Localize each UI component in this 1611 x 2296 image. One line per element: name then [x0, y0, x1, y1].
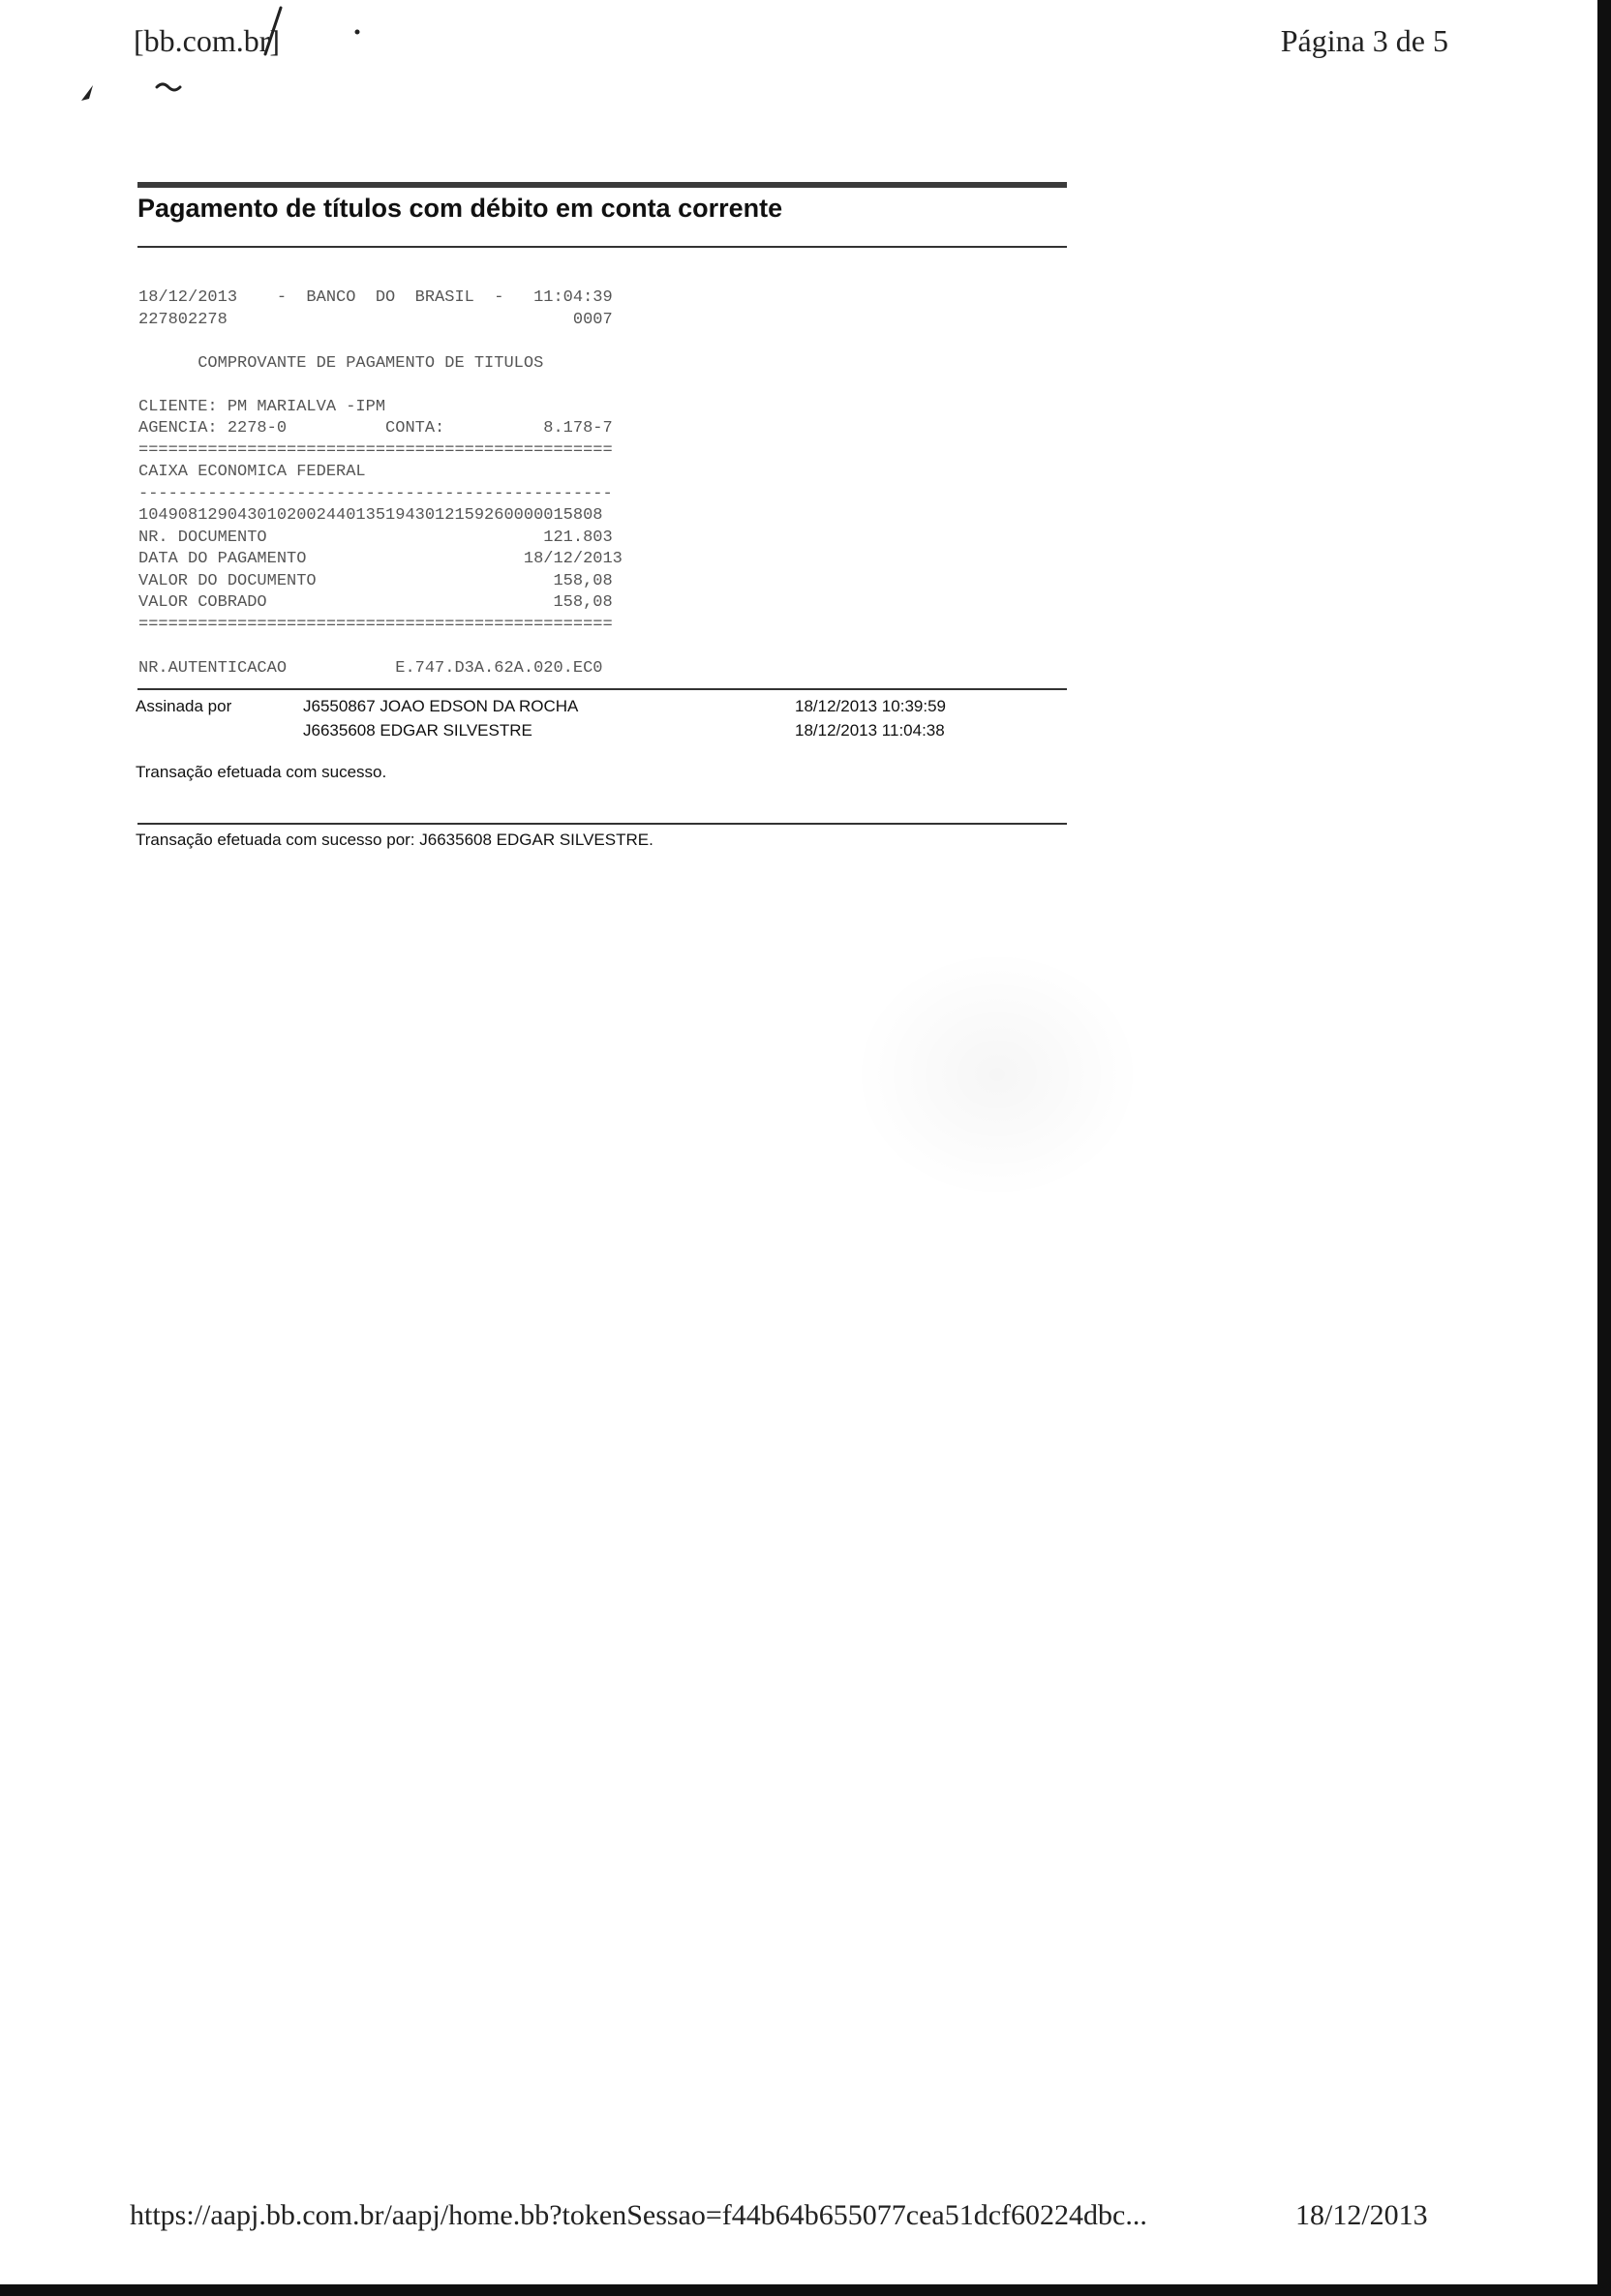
scan-edge-right	[1597, 0, 1611, 2296]
receipt-line: VALOR DO DOCUMENTO 158,08	[138, 571, 613, 590]
receipt-line: CAIXA ECONOMICA FEDERAL	[138, 463, 366, 481]
receipt-line: VALOR COBRADO 158,08	[138, 593, 613, 612]
receipt-line: 227802278 0007	[138, 310, 613, 329]
scan-shading	[852, 949, 1142, 1200]
signatures-rule	[137, 688, 1067, 690]
transaction-footer-message: Transação efetuada com sucesso por: J6635608 EDGAR SILVESTRE.	[136, 831, 654, 849]
pen-mark-dot	[352, 27, 362, 37]
receipt-line: ================================================	[138, 440, 613, 460]
footer-rule	[137, 823, 1067, 825]
print-header-page-indicator: Página 3 de 5	[1280, 23, 1448, 58]
print-footer-date: 18/12/2013	[1295, 2199, 1428, 2231]
transaction-status-message: Transação efetuada com sucesso.	[136, 763, 387, 781]
pen-mark-slash	[259, 4, 289, 58]
receipt-line: NR.AUTENTICACAO E.747.D3A.62A.020.EC0	[138, 658, 603, 678]
payment-receipt	[138, 287, 623, 680]
title-bottom-rule	[137, 246, 1067, 248]
receipt-line: CLIENTE: PM MARIALVA -IPM	[138, 397, 386, 416]
pen-mark-scribble	[155, 77, 184, 97]
receipt-line: 10490812904301020024401351943012159260000015808	[138, 506, 603, 525]
title-top-rule	[137, 182, 1067, 188]
receipt-line: NR. DOCUMENTO 121.803	[138, 528, 613, 547]
signature-datetime: 18/12/2013 10:39:59	[795, 697, 946, 715]
receipt-line: ================================================	[138, 615, 613, 634]
signed-by-label: Assinada por	[136, 697, 232, 715]
scan-edge-bottom	[0, 2284, 1611, 2296]
receipt-line: COMPROVANTE DE PAGAMENTO DE TITULOS	[138, 353, 544, 373]
receipt-line: AGENCIA: 2278-0 CONTA: 8.178-7	[138, 419, 613, 438]
receipt-line	[138, 331, 623, 353]
page-title: Pagamento de títulos com débito em conta corrente	[137, 194, 783, 223]
pen-mark-arrow	[77, 77, 116, 106]
receipt-line	[138, 636, 623, 658]
signer-name: J6635608 EDGAR SILVESTRE	[303, 721, 532, 740]
receipt-line: ------------------------------------------------	[138, 484, 613, 503]
signer-name: J6550867 JOAO EDSON DA ROCHA	[303, 697, 579, 715]
print-header-site: [bb.com.br]	[134, 23, 281, 58]
print-footer-url: https://aapj.bb.com.br/aapj/home.bb?tokenSessao=f44b64b655077cea51dcf60224dbc...	[130, 2199, 1147, 2231]
signature-datetime: 18/12/2013 11:04:38	[795, 721, 945, 740]
receipt-line: DATA DO PAGAMENTO 18/12/2013	[138, 550, 623, 568]
receipt-line: 18/12/2013 - BANCO DO BRASIL - 11:04:39	[138, 288, 613, 307]
receipt-line	[138, 375, 623, 397]
